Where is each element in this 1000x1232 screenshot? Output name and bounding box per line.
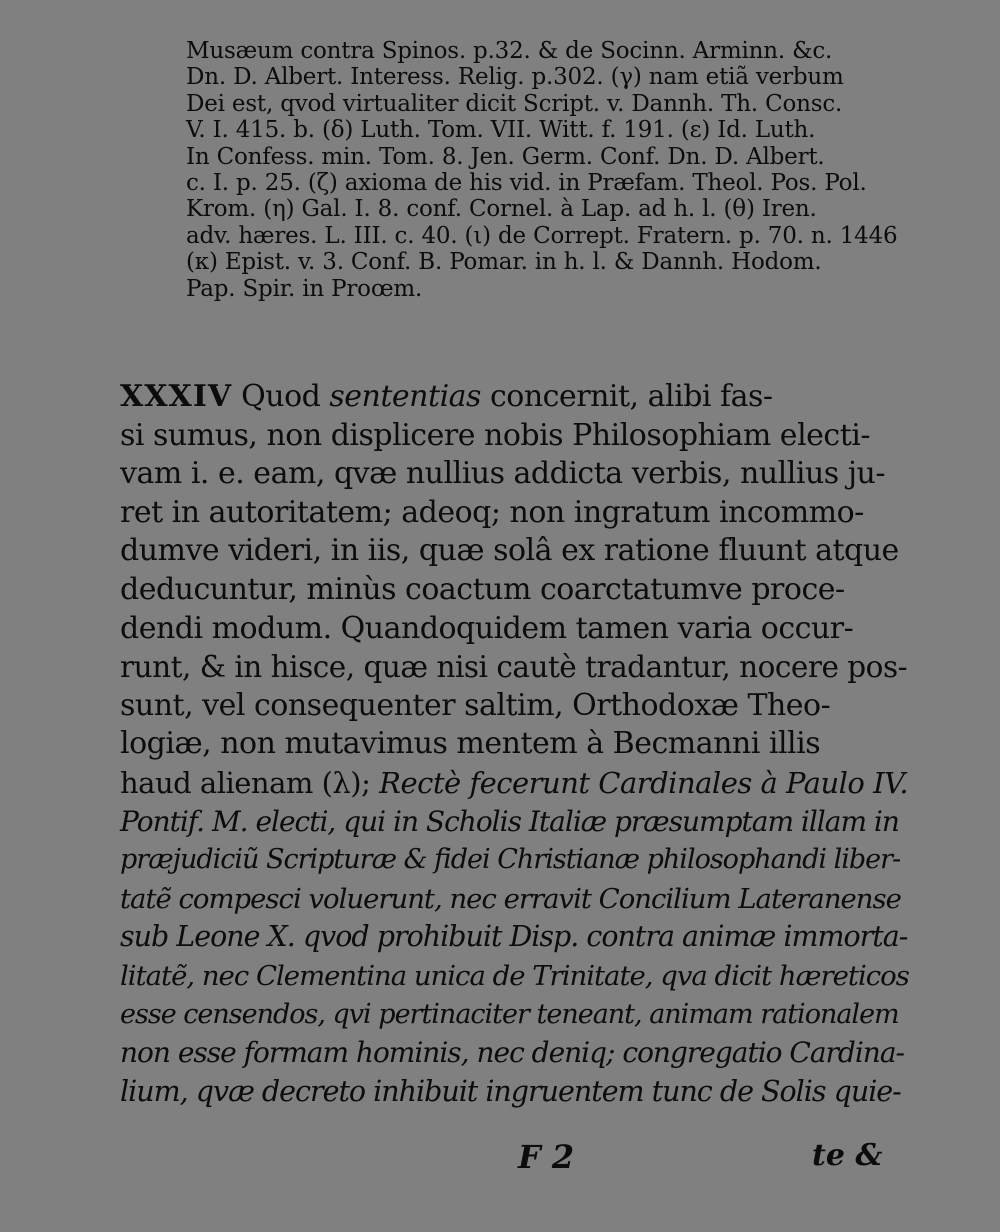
catchword: te & — [812, 1138, 883, 1173]
section-lead: Quod — [232, 379, 330, 414]
footnote-line: Musæum contra Spinos. p.32. & de Socinn. Arminn. &c. — [186, 38, 833, 64]
footnote-line: Pap. Spir. in Proœm. — [186, 275, 423, 302]
italic-text-line: lium, qvæ decreto inhibuit ingruentem tunc de Solis quie- — [120, 1074, 901, 1108]
text-line: sunt, vel consequenter saltim, Orthodoxæ Theo- — [120, 687, 831, 723]
italic-text-line: sub Leone X. qvod prohibuit Disp. contra animæ immorta- — [120, 920, 908, 954]
footnote-line: Krom. (η) Gal. I. 8. conf. Cornel. à Lap. ad h. l. (θ) Iren. — [186, 196, 817, 223]
italic-text-line: Pontif. M. electi, qui in Scholis Italiæ præsumptam illam in — [120, 804, 899, 838]
text-line: logiæ, non mutavimus mentem à Becmanni illis — [120, 726, 821, 762]
text-line: deducuntur, minùs coactum coarctatumve proce- — [120, 571, 845, 607]
footnote-line: (κ) Epist. v. 3. Conf. B. Pomar. in h. l. & Dannh. Hodom. — [186, 249, 822, 276]
mixed-italic: Rectè fecerunt Cardinales à Paulo IV. — [379, 765, 909, 800]
italic-text-line: esse censendos, qvi pertinaciter teneant, animam rationalem — [120, 998, 899, 1030]
text-line: runt, & in hisce, quæ nisi cautè tradantur, nocere pos- — [120, 650, 908, 685]
text-line: ret in autoritatem; adeoq; non ingratum incommo- — [120, 494, 864, 530]
signature-mark: F 2 — [518, 1138, 575, 1176]
footnote-line: V. I. 415. b. (δ) Luth. Tom. VII. Witt. f. 191. (ε) Id. Luth. — [186, 117, 816, 144]
page-footer — [0, 1138, 1000, 1188]
footnotes-block — [186, 38, 916, 302]
italic-text-line: præjudiciũ Scripturæ & fidei Christianæ philosophandi liber- — [120, 844, 901, 876]
footnote-line: In Confess. min. Tom. 8. Jen. Germ. Conf. Dn. D. Albert. — [186, 143, 825, 170]
italic-text-line: non esse formam hominis, nec deniq; congregatio Cardina- — [120, 1036, 904, 1070]
footnote-line: Dn. D. Albert. Interess. Relig. p.302. (γ) nam etiã verbum — [186, 64, 844, 91]
text-line: dumve videri, in iis, quæ solâ ex ratione fluunt atque — [120, 533, 899, 569]
section-lead-italic: sententias — [329, 379, 481, 414]
footnote-line: c. I. p. 25. (ζ) axioma de his vid. in Præfam. Theol. Pos. Pol. — [186, 169, 867, 196]
footnote-line: adv. hæres. L. III. c. 40. (ι) de Corrept. Fratern. p. 70. n. 1446 — [186, 222, 898, 249]
section-lead-rest: concernit, alibi fas- — [480, 379, 773, 414]
section-number: XXXIV — [120, 379, 233, 414]
main-paragraph — [120, 378, 910, 1111]
footnote-line: Dei est, qvod virtualiter dicit Script. v. Dannh. Th. Consc. — [186, 90, 843, 117]
italic-text-line: tatẽ compesci voluerunt, nec erravit Concilium Lateranense — [120, 882, 901, 915]
text-line: si sumus, non displicere nobis Philosophiam electi- — [120, 417, 871, 453]
section-heading-line — [120, 378, 910, 417]
text-line: vam i. e. eam, qvæ nullius addicta verbis, nullius ju- — [120, 456, 885, 492]
italic-text-line: litatẽ, nec Clementina unica de Trinitate, qva dicit hæreticos — [120, 959, 909, 992]
mixed-text-line — [120, 764, 910, 803]
text-line: dendi modum. Quandoquidem tamen varia occur- — [120, 610, 854, 646]
mixed-plain: haud alienam (λ); — [120, 765, 380, 800]
